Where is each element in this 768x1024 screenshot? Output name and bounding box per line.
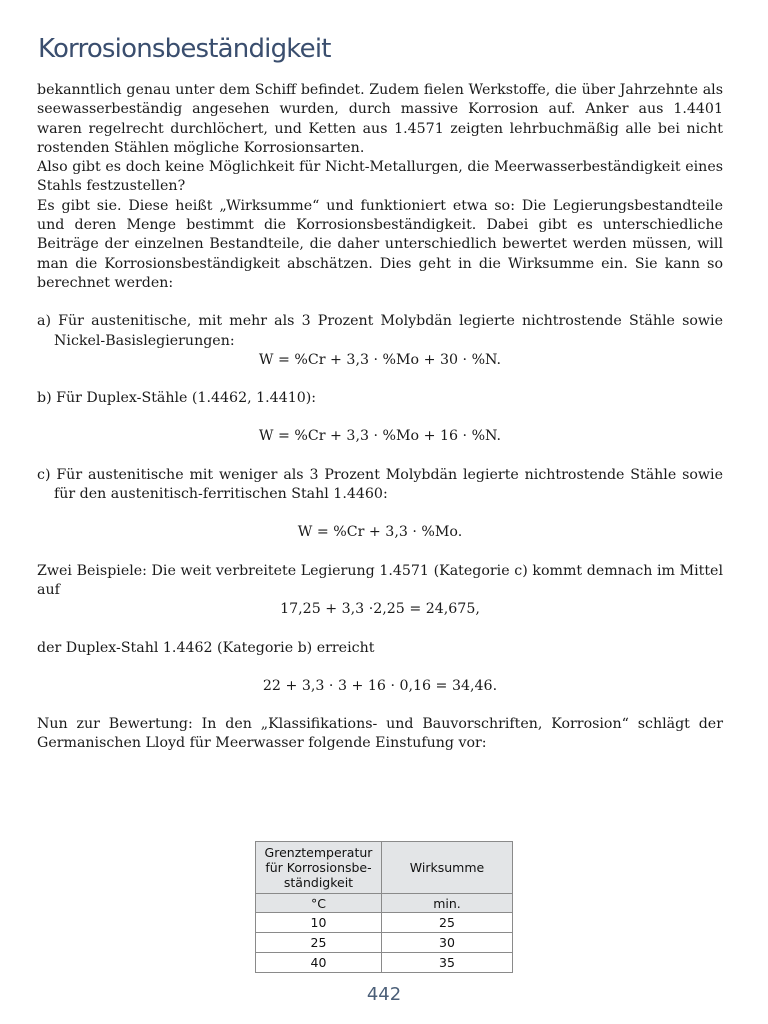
- table-header-wirksumme: Wirksumme: [382, 842, 513, 894]
- table-row: [256, 953, 513, 973]
- examples-intro: Zwei Beispiele: Die weit verbreitete Legierung 1.4571 (Kategorie c) kommt demnach im Mittel auf: [37, 562, 723, 598]
- table-cell-wirksumme: 30: [382, 933, 513, 953]
- table-cell-wirksumme: 25: [382, 913, 513, 933]
- table-header-temperature: Grenztemperatur für Korrosionsbe-ständigkeit: [256, 842, 382, 894]
- category-b-text: b) Für Duplex-Stähle (1.4462, 1.4410):: [37, 390, 317, 407]
- paragraph: bekanntlich genau unter dem Schiff befindet. Zudem fielen Werkstoffe, die über Jahrzehnte als seewasserbeständig angesehen wurden, durch massive Korrosion auf. Anker aus 1.4401 waren regelrecht durchlöchert, und Ketten aus 1.4571 zeigten lehrbuchmäßig alle bei nicht rostenden Stählen mögliche Korrosionsarten.: [37, 82, 723, 156]
- body-text: [37, 81, 723, 754]
- table-cell-temperature: 10: [256, 913, 382, 933]
- example-formula-2: 22 + 3,3 · 3 + 16 · 0,16 = 34,46.: [262, 677, 498, 694]
- paragraph: Es gibt sie. Diese heißt „Wirksumme“ und funktioniert etwa so: Die Legierungsbestandteile und deren Menge bestimmt die Korrosionsbeständigkeit. Dabei gibt es unterschiedliche Beiträge der einzelnen Bestandteile, die daher unterschiedlich bewertet werden müssen, will man die Korrosionsbeständigkeit abschätzen. Dies geht in die Wirksumme ein. Sie kann so berechnet werden:: [37, 197, 723, 291]
- category-c-formula: W = %Cr + 3,3 · %Mo.: [297, 524, 463, 541]
- table-cell-wirksumme: 35: [382, 953, 513, 973]
- category-a-text: a) Für austenitische, mit mehr als 3 Prozent Molybdän legierte nichtrostende Stähle sowie Nickel-Basislegierungen:: [37, 313, 723, 349]
- table-header-row: [256, 842, 513, 894]
- category-b-formula: W = %Cr + 3,3 · %Mo + 16 · %N.: [258, 428, 502, 445]
- table-cell-temperature: 40: [256, 953, 382, 973]
- table-unit-temperature: °C: [256, 894, 382, 913]
- category-c-text: c) Für austenitische mit weniger als 3 Prozent Molybdän legierte nichtrostende Stähle sowie für den austenitisch-ferritischen Stahl 1.4460:: [37, 466, 723, 503]
- table-row: [256, 913, 513, 933]
- page-title: Korrosionsbeständigkeit: [38, 34, 331, 64]
- paragraph: Also gibt es doch keine Möglichkeit für Nicht-Metallurgen, die Meerwasserbeständigkeit eines Stahls festzustellen?: [37, 159, 723, 195]
- duplex-example-text: der Duplex-Stahl 1.4462 (Kategorie b) erreicht: [37, 639, 375, 656]
- conclusion-paragraph: Nun zur Bewertung: In den „Klassifikations- und Bauvorschriften, Korrosion“ schlägt der Germanischen Lloyd für Meerwasser folgende Einstufung vor:: [37, 716, 723, 752]
- table-unit-wirksumme: min.: [382, 894, 513, 913]
- table-row: [256, 933, 513, 953]
- category-a-formula: W = %Cr + 3,3 · %Mo + 30 · %N.: [258, 351, 502, 368]
- example-formula-1: 17,25 + 3,3 ·2,25 = 24,675,: [280, 601, 480, 618]
- table-units-row: [256, 894, 513, 913]
- table-cell-temperature: 25: [256, 933, 382, 953]
- classification-table: [255, 841, 513, 973]
- page-number: 442: [366, 984, 402, 1005]
